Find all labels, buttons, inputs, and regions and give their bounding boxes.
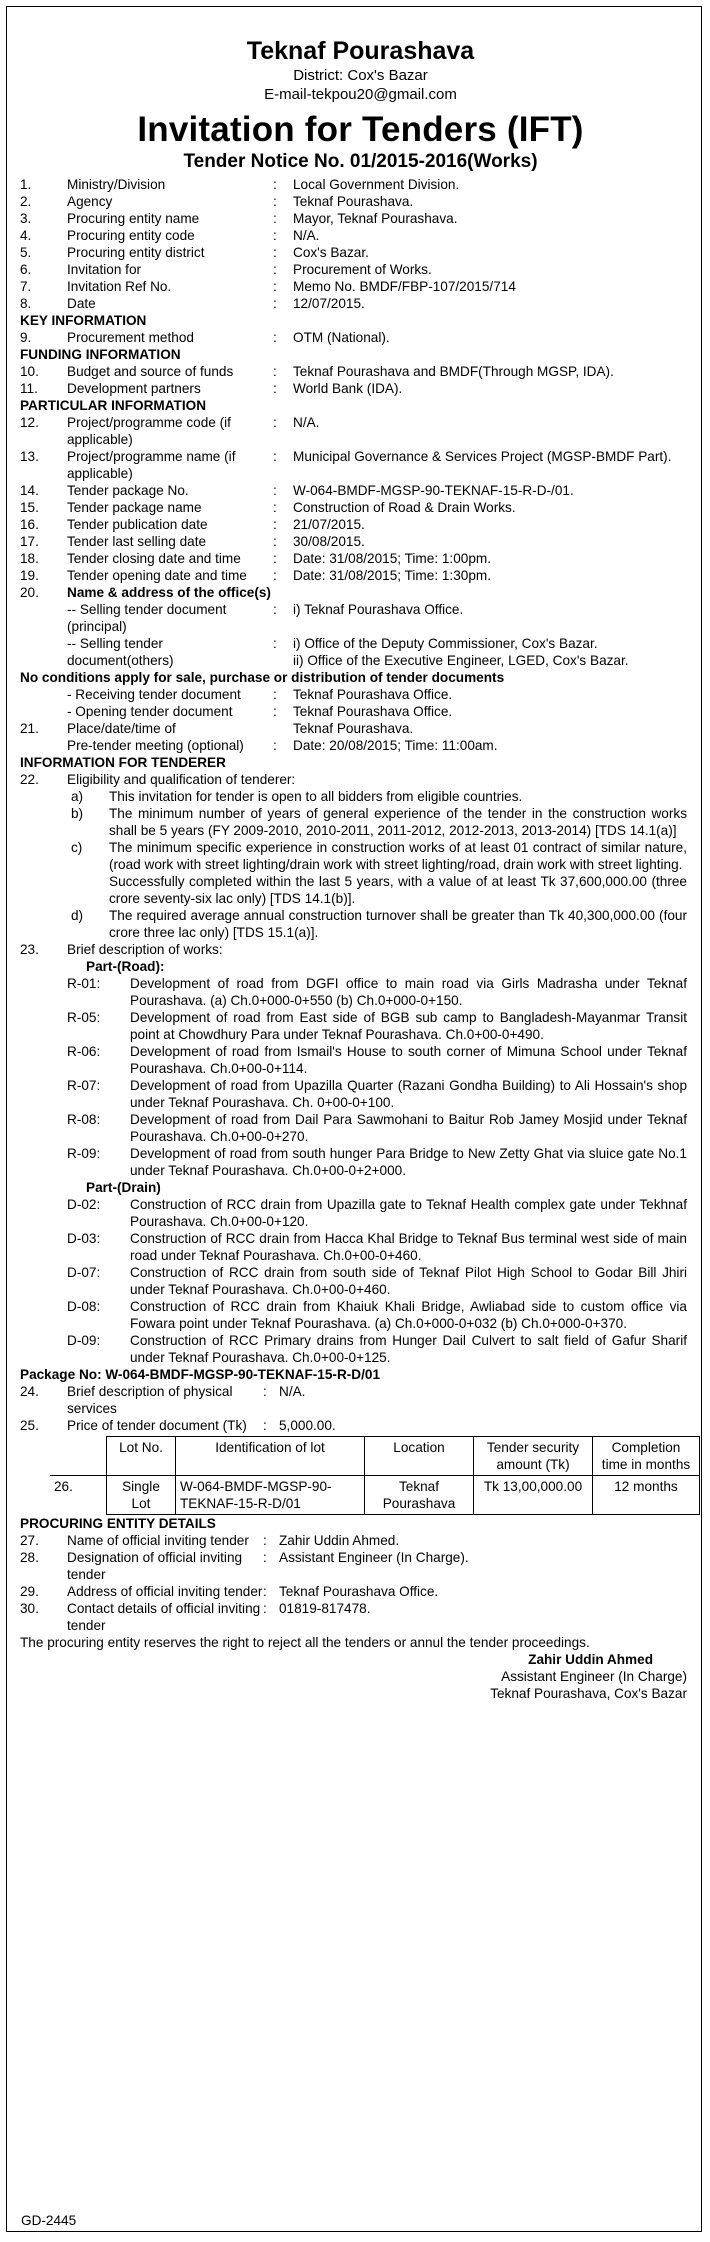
column-header: Completion time in months	[593, 1437, 700, 1476]
info-row	[20, 1600, 701, 1634]
item-value: Date: 31/08/2015; Time: 1:00pm.	[293, 551, 491, 566]
colon: :	[273, 534, 277, 549]
criterion-row	[20, 805, 701, 839]
works-row: 23. Brief description of works:	[20, 942, 223, 957]
item-label: Tender publication date	[67, 517, 208, 532]
item-value: Memo No. BMDF/FBP-107/2015/714	[293, 279, 516, 294]
column-header: Lot No.	[107, 1437, 176, 1476]
item-label: Name of official inviting tender	[67, 1533, 249, 1548]
work-item	[20, 1264, 701, 1298]
criterion-text: This invitation for tender is open to all bidders from eligible countries.	[109, 789, 523, 804]
colon: :	[273, 483, 277, 498]
package-heading: Package No: W-064-BMDF-MGSP-90-TEKNAF-15-R-D/01	[20, 1367, 381, 1382]
item-label: Tender last selling date	[67, 534, 207, 549]
colon: :	[263, 1418, 267, 1433]
item-label: Designation of official inviting tender	[67, 1550, 243, 1582]
work-code: D-02:	[67, 1197, 101, 1212]
info-row	[20, 176, 701, 193]
email: E-mail-tekpou20@gmail.com	[264, 86, 457, 103]
work-item	[20, 1009, 701, 1043]
work-code: R-05:	[67, 1010, 101, 1025]
receiving-row: - Receiving tender document : Teknaf Pourashava Office.	[67, 687, 453, 702]
work-code: R-01:	[67, 976, 101, 991]
colon: :	[273, 568, 277, 583]
column-header: Location	[365, 1437, 474, 1476]
work-description: Development of road from Upazilla Quarter (Razani Gondha Building) to Ali Hossain's shop under Teknaf Pourashava. Ch. 0+00-0+100.	[130, 1078, 687, 1110]
item-label: Invitation Ref No.	[67, 279, 172, 294]
item-number: 15.	[20, 500, 39, 515]
colon: :	[273, 262, 277, 277]
item-number: 27.	[20, 1533, 39, 1548]
item-value: N/A.	[279, 1384, 306, 1399]
pretender-row-2: Pre-tender meeting (optional) : Date: 20/08/2015; Time: 11:00am.	[67, 738, 498, 753]
work-description: Construction of RCC drain from Hacca Khal Bridge to Teknaf Bus terminal west side of main road under Teknaf Pourashava. Ch.0+00-0+460.	[130, 1231, 687, 1263]
funding-heading: FUNDING INFORMATION	[20, 347, 181, 362]
info-row	[20, 1417, 701, 1434]
item-value: Local Government Division.	[293, 177, 460, 192]
item-label: Agency	[67, 194, 113, 209]
item-number: 3.	[20, 211, 32, 226]
colon: :	[273, 211, 277, 226]
office-heading: Name & address of the office(s)	[67, 585, 271, 600]
item-value: 5,000.00.	[279, 1418, 336, 1433]
item-number: 11.	[20, 381, 38, 396]
item-number: 24.	[20, 1384, 39, 1399]
work-item	[20, 1298, 701, 1332]
item-label: Tender closing date and time	[67, 551, 241, 566]
work-item	[20, 1145, 701, 1179]
item-label: Ministry/Division	[67, 177, 166, 192]
info-row	[20, 193, 701, 210]
colon: :	[263, 1550, 267, 1565]
general-info	[20, 176, 701, 312]
item-number: 13.	[20, 449, 39, 464]
item-label: Procuring entity district	[67, 245, 205, 260]
item-label: Invitation for	[67, 262, 142, 277]
criterion-letter: b)	[71, 806, 84, 821]
page-title: Invitation for Tenders (IFT)	[137, 110, 584, 149]
district: District: Cox's Bazar	[293, 67, 428, 84]
criterion-text: The minimum number of years of general experience of the tender in the construction works shall be 5 years (FY 2009-2010, 2010-2011, 2011-2012, 2012-2013, 2013-2014) [TDS 14.1(a)]	[109, 806, 687, 838]
item-label: Procuring entity name	[67, 211, 200, 226]
criterion-letter: a)	[71, 789, 84, 804]
work-item	[20, 1196, 701, 1230]
table-row: 26. Single Lot W-064-BMDF-MGSP-90-TEKNAF-15-R-D/01 Teknaf Pourashava Tk 13,00,000.00 12 months	[50, 1476, 700, 1515]
work-description: Development of road from East side of BGB sub camp to Bangladesh-Mayanmar Transit point at Chowdhury Para under Teknaf Pourashava. Ch.0+00-0+490.	[130, 1010, 687, 1042]
criterion-row	[20, 839, 701, 873]
item-number: 7.	[20, 279, 32, 294]
work-item	[20, 1043, 701, 1077]
item-label: Procuring entity code	[67, 228, 195, 243]
work-code: R-06:	[67, 1044, 101, 1059]
item-number: 28.	[20, 1550, 39, 1565]
info-row	[20, 261, 701, 278]
notice-header	[20, 37, 701, 174]
colon: :	[273, 415, 277, 430]
work-description: Development of road from Dail Para Sawmohani to Baitur Rob Jamey Mosjid under Teknaf Pourashava. Ch.0+00-0+270.	[130, 1112, 687, 1144]
particular-heading: PARTICULAR INFORMATION	[20, 398, 207, 413]
work-description: Development of road from Ismail's House to south corner of Mimuna School under Teknaf Pourashava. Ch.0+00-0+114.	[130, 1044, 687, 1076]
item-value: OTM (National).	[293, 330, 390, 345]
work-item	[20, 975, 701, 1009]
work-code: D-03:	[67, 1231, 101, 1246]
colon: :	[273, 517, 277, 532]
office-heading-row: 20. Name & address of the office(s)	[20, 585, 271, 600]
work-code: R-08:	[67, 1112, 101, 1127]
notice-number: Tender Notice No. 01/2015-2016(Works)	[183, 151, 538, 172]
info-row	[20, 363, 701, 380]
signatory-designation: Assistant Engineer (In Charge)	[501, 1669, 687, 1684]
item-number: 6.	[20, 262, 32, 277]
item-number: 16.	[20, 517, 39, 532]
colon: :	[263, 1584, 267, 1599]
pretender-row-1: 21. Place/date/time of Teknaf Pourashava.	[20, 721, 414, 736]
item-label: Development partners	[67, 381, 201, 396]
info-row	[20, 533, 701, 550]
org-name: Teknaf Pourashava	[246, 37, 475, 65]
work-description: Construction of RCC drain from south side of Teknaf Pilot High School to Godar Bill Jhiri under Teknaf Pourashava. Ch.0+00-0+460.	[130, 1265, 687, 1297]
info-row	[20, 329, 701, 346]
item-number: 9.	[20, 330, 32, 345]
info-row	[20, 210, 701, 227]
info-row	[20, 516, 701, 533]
item-label: Tender package name	[67, 500, 202, 515]
colon: :	[273, 381, 277, 396]
signatory-office: Teknaf Pourashava, Cox's Bazar	[490, 1686, 687, 1701]
item-number: 18.	[20, 551, 39, 566]
lot-table-row	[20, 1436, 701, 1515]
item-value: 30/08/2015.	[293, 534, 365, 549]
item-number: 12.	[20, 415, 39, 430]
item-value: Assistant Engineer (In Charge).	[279, 1550, 469, 1565]
item-number: 8.	[20, 296, 32, 311]
item-value: Date: 31/08/2015; Time: 1:30pm.	[293, 568, 491, 583]
road-works	[20, 975, 701, 1179]
item-value: World Bank (IDA).	[293, 381, 403, 396]
info-row	[20, 482, 701, 499]
item-value: Teknaf Pourashava and BMDF(Through MGSP, IDA).	[293, 364, 614, 379]
colon: :	[273, 194, 277, 209]
procuring-details	[20, 1532, 701, 1634]
item-number: 5.	[20, 245, 32, 260]
item-number: 1.	[20, 177, 32, 192]
item-value: 21/07/2015.	[293, 517, 365, 532]
criterion-letter	[67, 873, 109, 907]
item-label: Price of tender document (Tk)	[67, 1418, 247, 1433]
colon: :	[273, 364, 277, 379]
item-label: Procurement method	[67, 330, 194, 345]
colon: :	[263, 1533, 267, 1548]
road-heading: Part-(Road):	[86, 959, 165, 974]
item-value: Construction of Road & Drain Works.	[293, 500, 516, 515]
item-label: Contact details of official inviting tender	[67, 1601, 261, 1633]
item-value: 12/07/2015.	[293, 296, 365, 311]
key-info-heading: KEY INFORMATION	[20, 313, 147, 328]
criterion-text: The minimum specific experience in construction works of at least 01 contract of similar nature, (road work with street lighting/drain work with street lighting/road, drain work with street lighting.	[109, 840, 687, 872]
item-number: 14.	[20, 483, 39, 498]
item-value: N/A.	[293, 228, 320, 243]
item-number: 25.	[20, 1418, 39, 1433]
work-item	[20, 1111, 701, 1145]
item-value: Cox's Bazar.	[293, 245, 369, 260]
package-items	[20, 1383, 701, 1434]
reserve-statement: The procuring entity reserves the right to reject all the tenders or annul the tender proceedings.	[20, 1635, 590, 1650]
info-row	[20, 1583, 701, 1600]
item-number: 2.	[20, 194, 32, 209]
colon: :	[273, 177, 277, 192]
opening-row: - Opening tender document : Teknaf Pourashava Office.	[67, 704, 453, 719]
work-description: Development of road from south hunger Para Bridge to New Zetty Ghat via sluice gate No.1 under Teknaf Pourashava. Ch.0+00-0+2+000.	[130, 1146, 687, 1178]
drain-works	[20, 1196, 701, 1366]
signatory-name: Zahir Uddin Ahmed	[528, 1652, 653, 1667]
colon: :	[273, 500, 277, 515]
info-row	[20, 499, 701, 516]
tender-notice	[6, 6, 702, 2232]
item-value: N/A.	[293, 415, 320, 430]
item-number: 17.	[20, 534, 39, 549]
item-label: Brief description of physical services	[67, 1384, 233, 1416]
info-row	[20, 295, 701, 312]
item-value: Teknaf Pourashava Office.	[279, 1584, 439, 1599]
info-row	[20, 1549, 701, 1583]
work-description: Construction of RCC drain from Upazilla gate to Teknaf Health complex gate under Tekhnaf Pourashava. Ch.0+00-0+120.	[130, 1197, 687, 1229]
work-description: Construction of RCC drain from Khaiuk Khali Bridge, Awliabad side to custom office via Fowara point under Teknaf Pourashava. (a) Ch.0+000-0+032 (b) Ch.0+000-0+370.	[130, 1299, 687, 1331]
criterion-letter: c)	[71, 840, 83, 855]
item-label: Budget and source of funds	[67, 364, 234, 379]
item-value: Teknaf Pourashava.	[293, 194, 414, 209]
no-conditions: No conditions apply for sale, purchase or distribution of tender documents	[20, 670, 505, 685]
item-label: Address of official inviting tender	[67, 1584, 263, 1599]
drain-heading: Part-(Drain)	[86, 1180, 161, 1195]
item-label: Tender package No.	[67, 483, 189, 498]
info-row	[20, 1532, 701, 1549]
colon: :	[263, 1384, 267, 1399]
colon: :	[273, 245, 277, 260]
info-row	[20, 448, 701, 482]
criterion-row	[20, 873, 701, 907]
work-item	[20, 1077, 701, 1111]
work-item	[20, 1230, 701, 1264]
info-row	[20, 550, 701, 567]
info-row	[20, 380, 701, 397]
item-label: Date	[67, 296, 96, 311]
work-description: Construction of RCC Primary drains from Hunger Dail Culvert to salt field of Gafur Sharif under Teknaf Pourashava. Ch.0+00-0+125.	[130, 1333, 687, 1365]
item-number: 4.	[20, 228, 32, 243]
item-label: Project/programme name (if applicable)	[67, 449, 236, 481]
item-value: 01819-817478.	[279, 1601, 371, 1616]
info-row	[20, 567, 701, 584]
eligibility-criteria	[20, 788, 701, 941]
info-row	[20, 414, 701, 448]
procuring-heading: PROCURING ENTITY DETAILS	[20, 1516, 216, 1531]
funding-info	[20, 363, 701, 397]
selling-others-row: -- Selling tender document(others) : i) Office of the Deputy Commissioner, Cox's Bazar. ii) Office of the Executive Engineer, LGED, Cox's Bazar.	[67, 636, 629, 668]
info-row	[20, 278, 701, 295]
work-code: R-09:	[67, 1146, 101, 1161]
work-item	[20, 1332, 701, 1366]
item-number: 29.	[20, 1584, 39, 1599]
colon: :	[273, 279, 277, 294]
item-value: W-064-BMDF-MGSP-90-TEKNAF-15-R-D-/01.	[293, 483, 574, 498]
item-value: Mayor, Teknaf Pourashava.	[293, 211, 458, 226]
info-row	[20, 244, 701, 261]
item-value: Zahir Uddin Ahmed.	[279, 1533, 400, 1548]
criterion-text: The required average annual construction turnover shall be greater than Tk 40,300,000.00 (four crore three lac only) [TDS 15.1(a)].	[109, 908, 687, 940]
criterion-text: Successfully completed within the last 5 years, with a value of at least Tk 37,600,000.00 (three crore seventy-six lac only) [TDS 14.1(b)].	[109, 874, 687, 906]
colon: :	[273, 330, 277, 345]
column-header: Identification of lot	[176, 1437, 365, 1476]
item-number: 19.	[20, 568, 39, 583]
tenderer-heading: INFORMATION FOR TENDERER	[20, 755, 226, 770]
colon: :	[273, 228, 277, 243]
work-code: D-09:	[67, 1333, 101, 1348]
info-row	[20, 1383, 701, 1417]
colon: :	[263, 1601, 267, 1616]
criterion-letter: d)	[71, 908, 84, 923]
criterion-row	[20, 907, 701, 941]
info-row	[20, 227, 701, 244]
lot-table	[50, 1436, 700, 1515]
item-label: Project/programme code (if applicable)	[67, 415, 231, 447]
column-header: Tender security amount (Tk)	[474, 1437, 593, 1476]
particular-info	[20, 414, 701, 584]
item-value: Municipal Governance & Services Project (MGSP-BMDF Part).	[293, 449, 672, 464]
footer-code: GD-2445	[21, 2213, 77, 2228]
criterion-row	[20, 788, 701, 805]
item-label: Tender opening date and time	[67, 568, 247, 583]
colon: :	[273, 449, 277, 464]
colon: :	[273, 296, 277, 311]
table-header-row	[50, 1437, 700, 1476]
item-value: Procurement of Works.	[293, 262, 432, 277]
work-code: R-07:	[67, 1078, 101, 1093]
colon: :	[273, 551, 277, 566]
eligibility-row: 22. Eligibility and qualification of tenderer:	[20, 772, 296, 787]
work-description: Development of road from DGFI office to main road via Girls Madrasha under Teknaf Pourashava. (a) Ch.0+000-0+550 (b) Ch.0+000-0+150.	[130, 976, 687, 1008]
work-code: D-08:	[67, 1299, 101, 1314]
item-number: 10.	[20, 364, 39, 379]
key-info	[20, 329, 701, 346]
selling-principal-row: -- Selling tender document (principal) : i) Teknaf Pourashava Office.	[67, 602, 464, 634]
item-number: 30.	[20, 1601, 39, 1616]
work-code: D-07:	[67, 1265, 101, 1280]
